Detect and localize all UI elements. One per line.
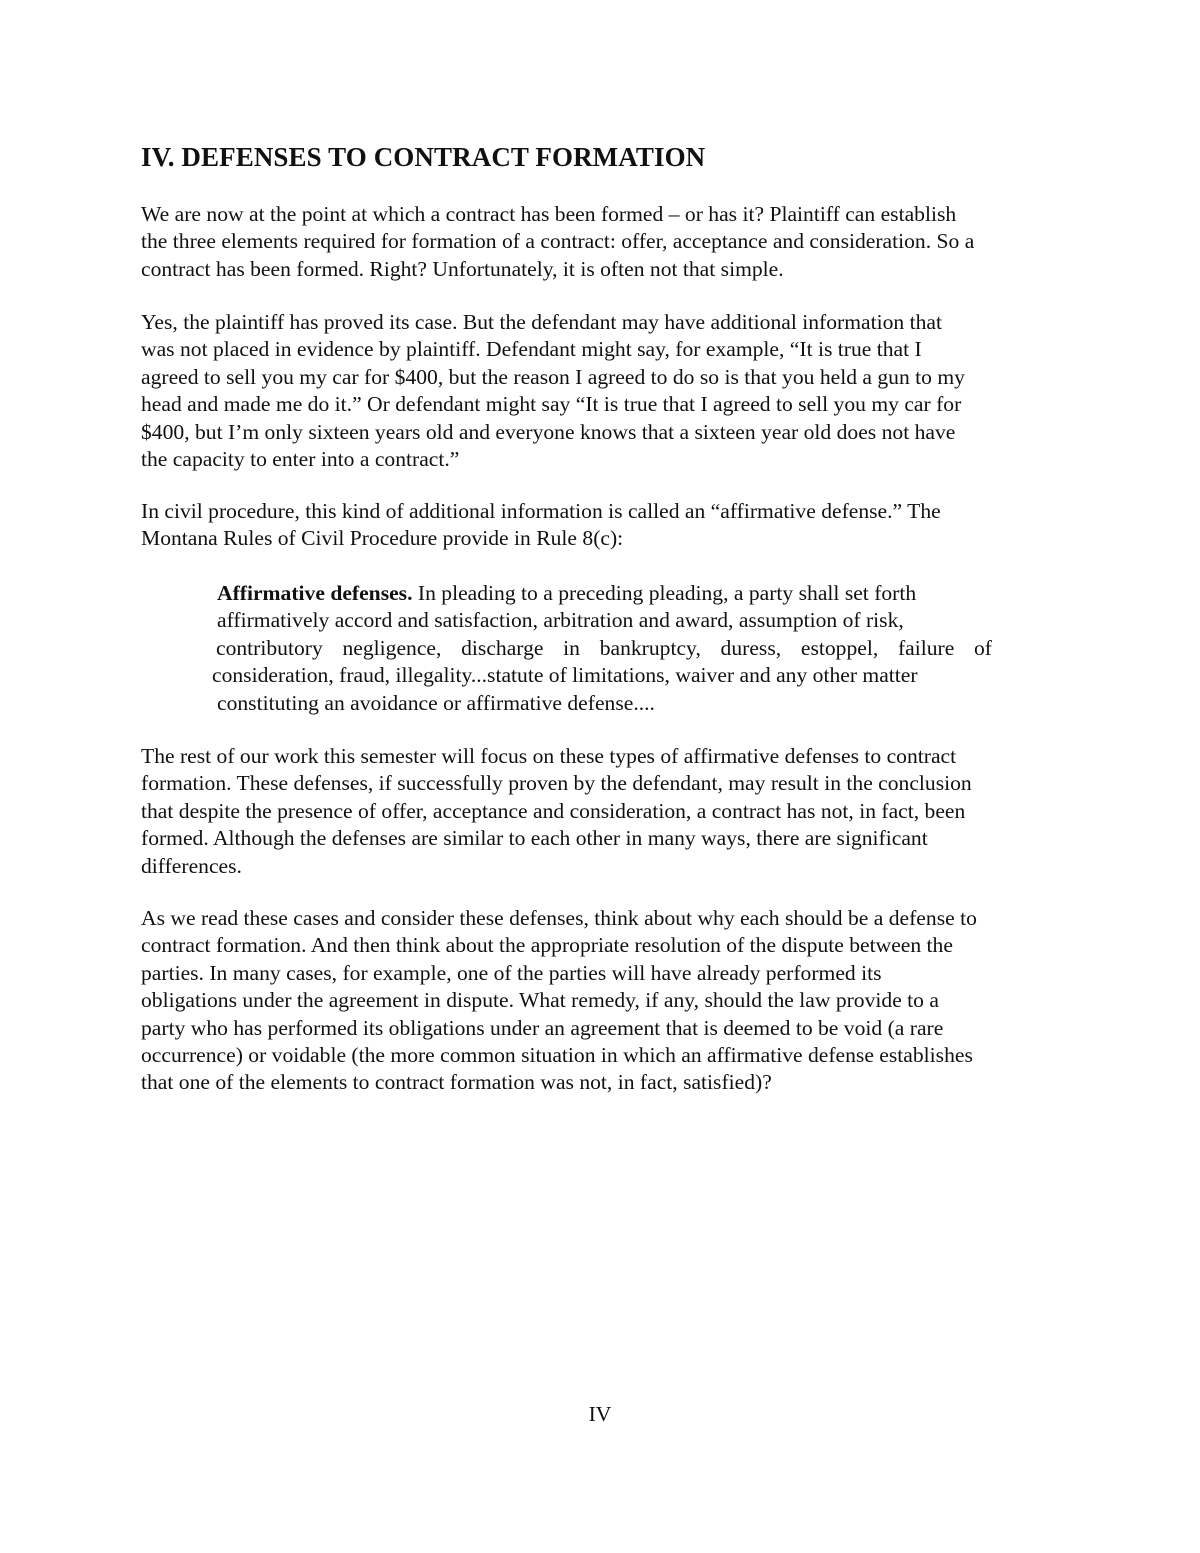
- quote-line: affirmatively accord and satisfaction, arbitration and award, assumption of risk,: [217, 608, 904, 633]
- quote-lead-term: Affirmative defenses.: [217, 581, 413, 605]
- text-line: Yes, the plaintiff has proved its case. But the defendant may have additional information that: [141, 310, 942, 334]
- text-line: was not placed in evidence by plaintiff. Defendant might say, for example, “It is true that I: [141, 337, 922, 362]
- text-line: As we read these cases and consider these defenses, think about why each should be a defense to: [141, 906, 977, 930]
- text-line: that despite the presence of offer, acceptance and consideration, a contract has not, in fact, been: [141, 798, 966, 823]
- text-line: $400, but I’m only sixteen years old and everyone knows that a sixteen year old does not have: [141, 419, 956, 444]
- text-line: contract formation. And then think about the appropriate resolution of the dispute between the: [141, 933, 953, 958]
- paragraph-civil-procedure: [141, 498, 1061, 553]
- text-line: formed. Although the defenses are similar to each other in many ways, there are significant: [141, 826, 928, 851]
- text-line: Montana Rules of Civil Procedure provide in Rule 8(c):: [141, 526, 624, 551]
- text-line: party who has performed its obligations under an agreement that is deemed to be void (a rare: [141, 1015, 944, 1040]
- text-line: parties. In many cases, for example, one of the parties will have already performed its: [141, 960, 882, 985]
- text-line: differences.: [141, 853, 242, 878]
- text-line: In civil procedure, this kind of additional information is called an “affirmative defense.” The: [141, 499, 941, 523]
- quote-first-line: [212, 580, 992, 607]
- paragraph-defendant-example: [141, 309, 1061, 473]
- text-line: The rest of our work this semester will focus on these types of affirmative defenses to contract: [141, 744, 957, 768]
- section-heading: IV. DEFENSES TO CONTRACT FORMATION: [141, 142, 706, 172]
- text-line: the three elements required for formation of a contract: offer, acceptance and consideration. So a: [141, 229, 975, 254]
- quote-line: consideration, fraud, illegality...statute of limitations, waiver and any other matter: [212, 663, 918, 688]
- paragraph-remedy-question: [141, 905, 1061, 1097]
- quote-line-rest: In pleading to a preceding pleading, a party shall set forth: [412, 581, 917, 605]
- quote-line: contributory negligence, discharge in bankruptcy, duress, estoppel, failure of: [216, 635, 992, 660]
- text-line: obligations under the agreement in dispute. What remedy, if any, should the law provide to a: [141, 988, 939, 1013]
- rule-block-quote: [212, 580, 992, 717]
- text-line: occurrence) or voidable (the more common situation in which an affirmative defense establishes: [141, 1043, 973, 1068]
- text-line: head and made me do it.” Or defendant might say “It is true that I agreed to sell you my car for: [141, 392, 962, 417]
- paragraph-intro: [141, 201, 1061, 283]
- page-number: IV: [588, 1402, 612, 1426]
- text-line: the capacity to enter into a contract.”: [141, 447, 460, 472]
- text-line: formation. These defenses, if successfully proven by the defendant, may result in the conclusion: [141, 771, 972, 796]
- paragraph-semester-focus: [141, 743, 1061, 880]
- text-line: contract has been formed. Right? Unfortunately, it is often not that simple.: [141, 256, 784, 281]
- quote-line: constituting an avoidance or affirmative defense....: [217, 690, 655, 715]
- text-line: We are now at the point at which a contract has been formed – or has it? Plaintiff can establish: [141, 202, 957, 226]
- text-line: agreed to sell you my car for $400, but the reason I agreed to do so is that you held a gun to my: [141, 364, 965, 389]
- text-line: that one of the elements to contract formation was not, in fact, satisfied)?: [141, 1070, 772, 1095]
